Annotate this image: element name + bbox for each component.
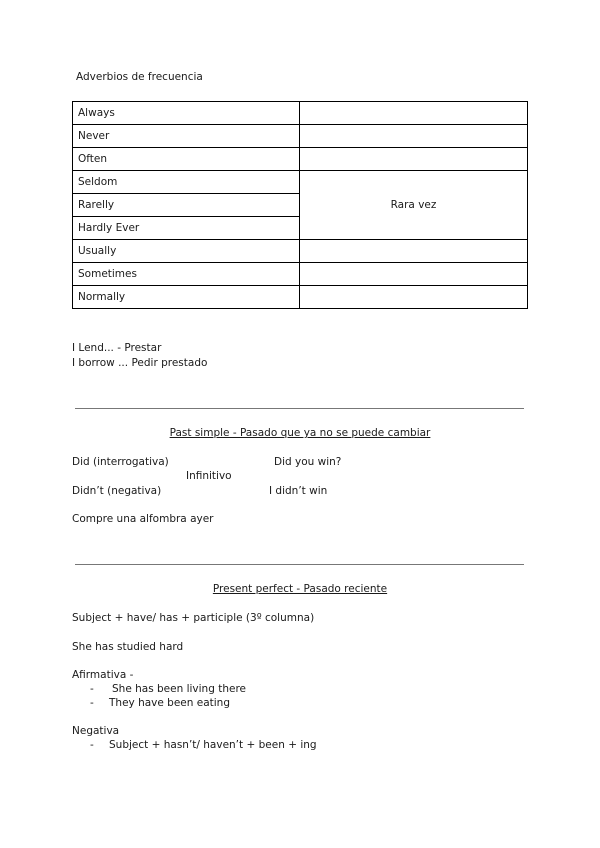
- infinitive-label: Infinitivo: [186, 470, 232, 482]
- bullet: -: [90, 697, 94, 709]
- list-item: Subject + hasn’t/ haven’t + been + ing: [109, 739, 317, 751]
- bullet: -: [90, 739, 94, 751]
- present-example: She has studied hard: [72, 641, 184, 653]
- translation-cell: [300, 125, 528, 148]
- translation-cell: [300, 102, 528, 125]
- adverbs-table: [72, 101, 528, 309]
- did-label: Did (interrogativa): [72, 456, 169, 468]
- didnt-label: Didn’t (negativa): [72, 485, 162, 497]
- negative-label: Negativa: [72, 725, 120, 737]
- adverb-cell: Hardly Ever: [73, 217, 300, 240]
- divider: [75, 564, 524, 565]
- did-example: Did you win?: [274, 456, 342, 468]
- adverb-cell: Normally: [73, 286, 300, 309]
- affirmative-label: Afirmativa -: [72, 669, 134, 681]
- adverb-cell: Always: [73, 102, 300, 125]
- formula: Subject + have/ has + participle (3º columna): [72, 612, 315, 624]
- present-perfect-heading: Present perfect - Pasado reciente: [212, 583, 388, 595]
- table-row: [73, 263, 528, 286]
- adverb-cell: Usually: [73, 240, 300, 263]
- translation-merged-cell: Rara vez: [300, 171, 528, 240]
- adverb-cell: Often: [73, 148, 300, 171]
- adverb-cell: Rarelly: [73, 194, 300, 217]
- note-borrow: I borrow ... Pedir prestado: [72, 357, 208, 369]
- translation-cell: [300, 148, 528, 171]
- table-row: [73, 148, 528, 171]
- note-lend: I Lend... - Prestar: [72, 342, 162, 354]
- list-item: They have been eating: [109, 697, 231, 709]
- table-row: [73, 171, 528, 194]
- adverb-cell: Seldom: [73, 171, 300, 194]
- past-simple-heading: Past simple - Pasado que ya no se puede cambiar: [169, 427, 431, 439]
- table-row: [73, 102, 528, 125]
- section-title: Adverbios de frecuencia: [76, 71, 203, 83]
- list-item: She has been living there: [112, 683, 246, 695]
- past-example: Compre una alfombra ayer: [72, 513, 214, 525]
- translation-cell: [300, 263, 528, 286]
- divider: [75, 408, 524, 409]
- didnt-example: I didn’t win: [269, 485, 328, 497]
- table-row: [73, 240, 528, 263]
- adverb-cell: Sometimes: [73, 263, 300, 286]
- table-row: [73, 286, 528, 309]
- translation-cell: [300, 240, 528, 263]
- bullet: -: [90, 683, 94, 695]
- translation-cell: [300, 286, 528, 309]
- adverb-cell: Never: [73, 125, 300, 148]
- table-row: [73, 125, 528, 148]
